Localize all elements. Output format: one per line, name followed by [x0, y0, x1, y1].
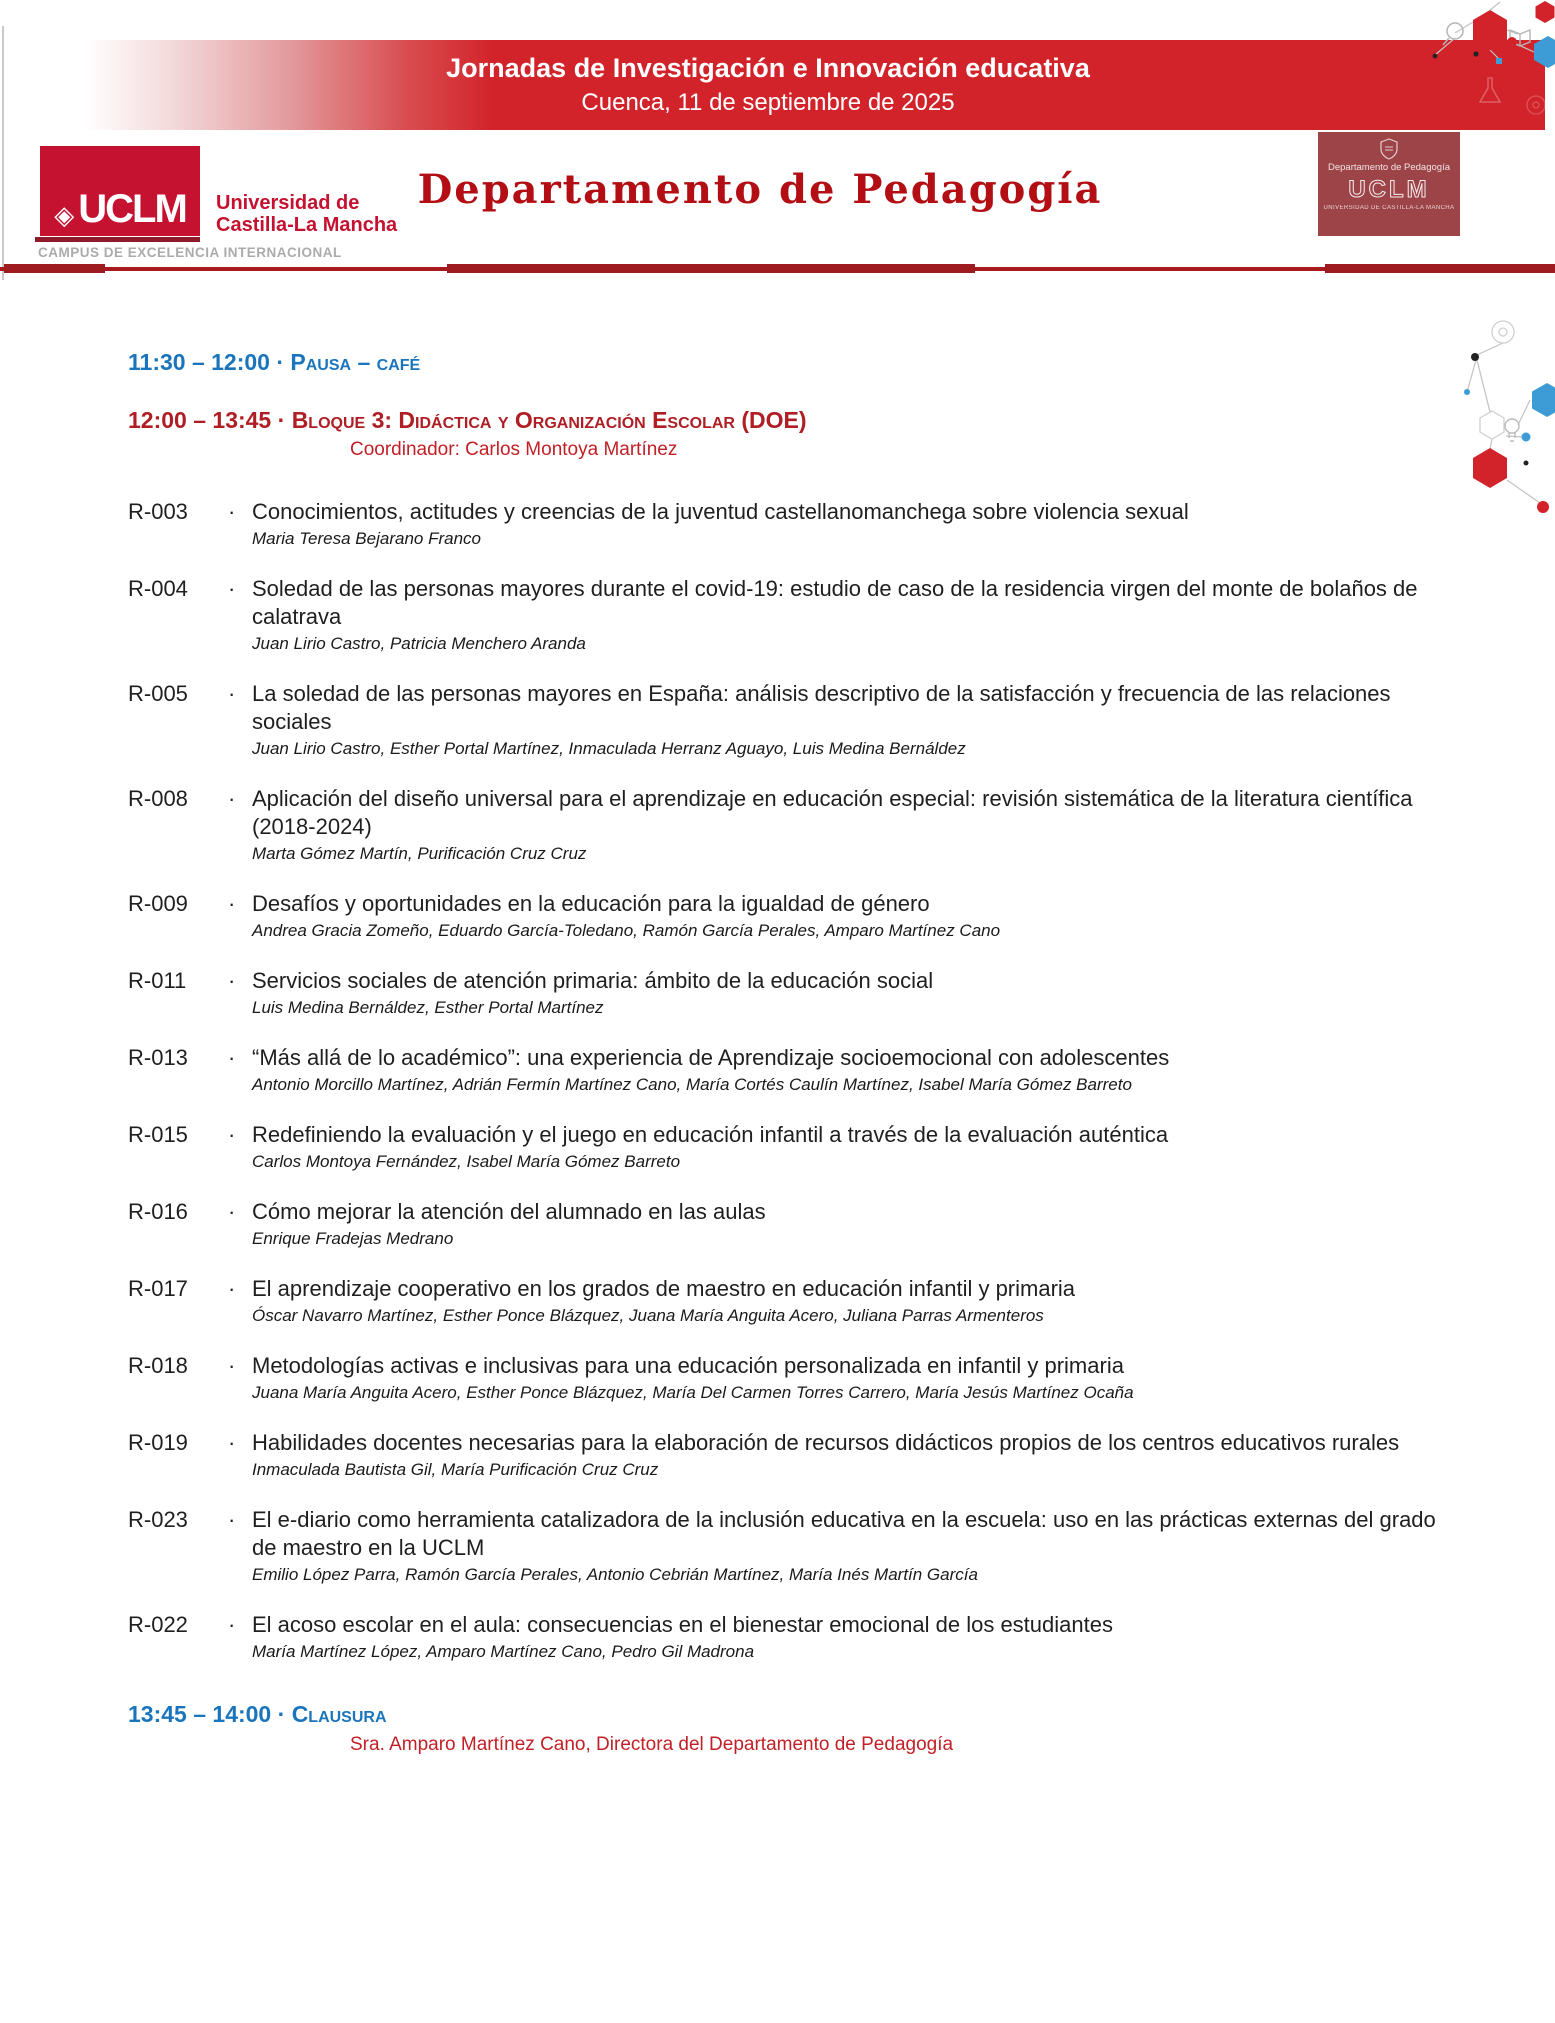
session-code: R-003 — [128, 499, 188, 524]
session-entry — [128, 1275, 1458, 1328]
session-body — [252, 1275, 1458, 1328]
session-code: R-016 — [128, 1199, 188, 1224]
session-title: El aprendizaje cooperativo en los grados de maestro en educación infantil y primaria — [252, 1276, 1076, 1301]
session-code: R-017 — [128, 1276, 188, 1301]
separator-dot: · — [276, 349, 285, 375]
session-authors: María Martínez López, Amparo Martínez Cano, Pedro Gil Madrona — [252, 1642, 755, 1661]
session-title: El acoso escolar en el aula: consecuencias en el bienestar emocional de los estudiantes — [252, 1612, 1113, 1637]
event-banner — [85, 40, 1545, 130]
session-entry — [128, 967, 1458, 1020]
session-entry — [128, 1611, 1458, 1664]
session-title: Soledad de las personas mayores durante el covid-19: estudio de caso de la residencia virgen del monte de bolaños de calatrava — [252, 576, 1418, 629]
session-code: R-018 — [128, 1353, 188, 1378]
session-title: “Más allá de lo académico”: una experiencia de Aprendizaje socioemocional con adolescentes — [252, 1045, 1170, 1070]
session-code: R-015 — [128, 1122, 188, 1147]
search-icon — [1443, 23, 1463, 45]
campus-accent-bar — [35, 237, 200, 242]
session-entry — [128, 1429, 1458, 1482]
separator-dot: · — [228, 891, 236, 916]
separator-dot: · — [228, 1045, 236, 1070]
event-date-location: Cuenca, 11 de septiembre de 2025 — [581, 89, 955, 116]
separator-dot: · — [228, 1612, 236, 1637]
block3-time: 12:00 – 13:45 — [128, 407, 272, 433]
separator-dot: · — [228, 1430, 236, 1455]
separator-dot: · — [228, 1276, 236, 1301]
page-title: Departamento de Pedagogía — [417, 166, 1103, 213]
session-title: Habilidades docentes necesarias para la elaboración de recursos didácticos propios de los centros educativos rurales — [252, 1430, 1400, 1455]
session-body — [252, 1611, 1458, 1664]
schedule-content — [128, 348, 1458, 1757]
uclm-acronym: UCLM — [78, 187, 186, 231]
session-title: La soledad de las personas mayores en España: análisis descriptivo de la satisfacción y frecuencia de las relaciones sociales — [252, 681, 1391, 734]
department-logo-title: Departamento de Pedagogía — [1327, 162, 1450, 173]
uclm-emblem-icon: ◈ — [54, 200, 75, 230]
hexagon-outline-icon — [1480, 411, 1504, 439]
session-authors: Maria Teresa Bejarano Franco — [252, 529, 481, 548]
uclm-name-line1: Universidad de — [216, 192, 360, 214]
session-title: Metodologías activas e inclusivas para una educación personalizada en infantil y primaria — [252, 1353, 1124, 1378]
session-title: Desafíos y oportunidades en la educación para la igualdad de género — [252, 891, 930, 916]
flask-icon — [1480, 78, 1500, 102]
separator-dot: · — [228, 576, 236, 601]
session-authors: Antonio Morcillo Martínez, Adrián Fermín Martínez Cano, María Cortés Caulín Martínez, Isabel María Gómez Barreto — [252, 1075, 1132, 1094]
session-body — [252, 680, 1458, 761]
separator-dot: · — [228, 499, 236, 524]
session-body — [252, 498, 1458, 551]
separator-dot: · — [228, 1353, 236, 1378]
separator-dot: · — [228, 786, 236, 811]
separator-dot: · — [277, 1701, 286, 1727]
session-title: Servicios sociales de atención primaria: ámbito de la educación social — [252, 968, 934, 993]
session-title: Redefiniendo la evaluación y el juego en educación infantil a través de la evaluación auténtica — [252, 1122, 1169, 1147]
session-body — [252, 1121, 1458, 1174]
session-title: El e-diario como herramienta catalizadora de la inclusión educativa en la escuela: uso en las prácticas externas del grado de maestro en la UCLM — [252, 1507, 1436, 1560]
closing-label: Clausura — [291, 1701, 387, 1727]
session-body — [252, 1198, 1458, 1251]
session-code: R-008 — [128, 786, 188, 811]
closing-heading — [128, 1700, 1458, 1728]
atom-icon — [1527, 96, 1545, 114]
hexagon-red-icon — [1473, 448, 1507, 488]
header-divider-segment — [1325, 264, 1555, 273]
block3-label: Bloque 3: Didáctica y Organización Escolar (DOE) — [291, 407, 807, 433]
event-title: Jornadas de Investigación e Innovación educativa — [446, 53, 1090, 83]
separator-dot: · — [228, 968, 236, 993]
session-entry — [128, 575, 1458, 656]
separator-dot: · — [277, 407, 286, 433]
session-body — [252, 1352, 1458, 1405]
header-divider-segment — [447, 264, 975, 273]
header-divider-segment — [4, 264, 105, 273]
block3-coordinator: Coordinador: Carlos Montoya Martínez — [350, 439, 678, 460]
session-body — [252, 890, 1458, 943]
session-body — [252, 1429, 1458, 1482]
session-code: R-011 — [128, 968, 187, 993]
session-authors: Enrique Fradejas Medrano — [252, 1229, 454, 1248]
session-code: R-023 — [128, 1507, 188, 1532]
separator-dot: · — [228, 1199, 236, 1224]
break-time: 11:30 – 12:00 — [128, 349, 270, 375]
block3-heading — [128, 406, 1458, 434]
hexagon-blue-icon — [1534, 36, 1555, 68]
closing-subtitle: Sra. Amparo Martínez Cano, Directora del Departamento de Pedagogía — [350, 1734, 954, 1755]
session-authors: Juan Lirio Castro, Patricia Menchero Aranda — [252, 634, 586, 653]
session-title: Aplicación del diseño universal para el aprendizaje en educación especial: revisión sistemática de la literatura científica (2018-2024) — [252, 786, 1413, 839]
session-body — [252, 1506, 1458, 1587]
session-entry — [128, 498, 1458, 551]
session-body — [252, 1044, 1458, 1097]
block3-section — [128, 406, 1458, 462]
hexagon-blue-icon — [1532, 383, 1555, 417]
session-code: R-013 — [128, 1045, 188, 1070]
department-logo — [1318, 132, 1460, 236]
session-entry — [128, 1198, 1458, 1251]
separator-dot: · — [228, 681, 236, 706]
break-label: Pausa – café — [290, 349, 421, 375]
session-body — [252, 575, 1458, 656]
session-entry — [128, 680, 1458, 761]
session-authors: Emilio López Parra, Ramón García Perales, Antonio Cebrián Martínez, María Inés Martín García — [252, 1565, 978, 1584]
session-authors: Juan Lirio Castro, Esther Portal Martínez, Inmaculada Herranz Aguayo, Luis Medina Bernáldez — [252, 739, 966, 758]
hexagon-red-icon — [1473, 10, 1507, 50]
session-entry — [128, 1121, 1458, 1174]
session-authors: Óscar Navarro Martínez, Esther Ponce Blázquez, Juana María Anguita Acero, Juliana Parras Armenteros — [252, 1306, 1044, 1325]
session-code: R-005 — [128, 681, 188, 706]
separator-dot: · — [228, 1507, 236, 1532]
closing-section — [128, 1700, 1458, 1757]
atom-icon — [1492, 321, 1514, 343]
session-authors: Inmaculada Bautista Gil, María Purificación Cruz Cruz — [252, 1460, 659, 1479]
department-logo-acronym: UCLM — [1348, 176, 1430, 203]
session-authors: Carlos Montoya Fernández, Isabel María Gómez Barreto — [252, 1152, 681, 1171]
session-entry — [128, 1044, 1458, 1097]
session-entry — [128, 890, 1458, 943]
session-authors: Luis Medina Bernáldez, Esther Portal Martínez — [252, 998, 604, 1017]
closing-time: 13:45 – 14:00 — [128, 1701, 272, 1727]
session-entry — [128, 1506, 1458, 1587]
session-authors: Andrea Gracia Zomeño, Eduardo García-Toledano, Ramón García Perales, Amparo Martínez Cano — [252, 921, 1001, 940]
event-banner-text — [38, 40, 1498, 130]
session-entry — [128, 1352, 1458, 1405]
session-body — [252, 967, 1458, 1020]
session-title: Cómo mejorar la atención del alumnado en las aulas — [252, 1199, 766, 1224]
session-code: R-009 — [128, 891, 188, 916]
session-entry — [128, 785, 1458, 866]
session-authors: Juana María Anguita Acero, Esther Ponce Blázquez, María Del Carmen Torres Carrero, María Jesús Martínez Ocaña — [252, 1383, 1134, 1402]
lightbulb-icon — [1505, 419, 1519, 441]
break-heading — [128, 348, 1458, 376]
uclm-name-line2: Castilla-La Mancha — [216, 214, 398, 236]
hexagon-red-small-icon — [1536, 1, 1555, 23]
department-logo-caption: UNIVERSIDAD DE CASTILLA-LA MANCHA — [1323, 205, 1455, 211]
session-title: Conocimientos, actitudes y creencias de la juventud castellanomanchega sobre violencia sexual — [252, 499, 1189, 524]
page-edge-line — [2, 26, 4, 280]
session-list — [128, 498, 1458, 1664]
session-code: R-022 — [128, 1612, 188, 1637]
shield-icon — [1379, 138, 1399, 160]
session-code: R-019 — [128, 1430, 188, 1455]
session-code: R-004 — [128, 576, 188, 601]
session-body — [252, 785, 1458, 866]
session-authors: Marta Gómez Martín, Purificación Cruz Cruz — [252, 844, 587, 863]
separator-dot: · — [228, 1122, 236, 1147]
campus-excellence-label: CAMPUS DE EXCELENCIA INTERNACIONAL — [38, 245, 342, 260]
